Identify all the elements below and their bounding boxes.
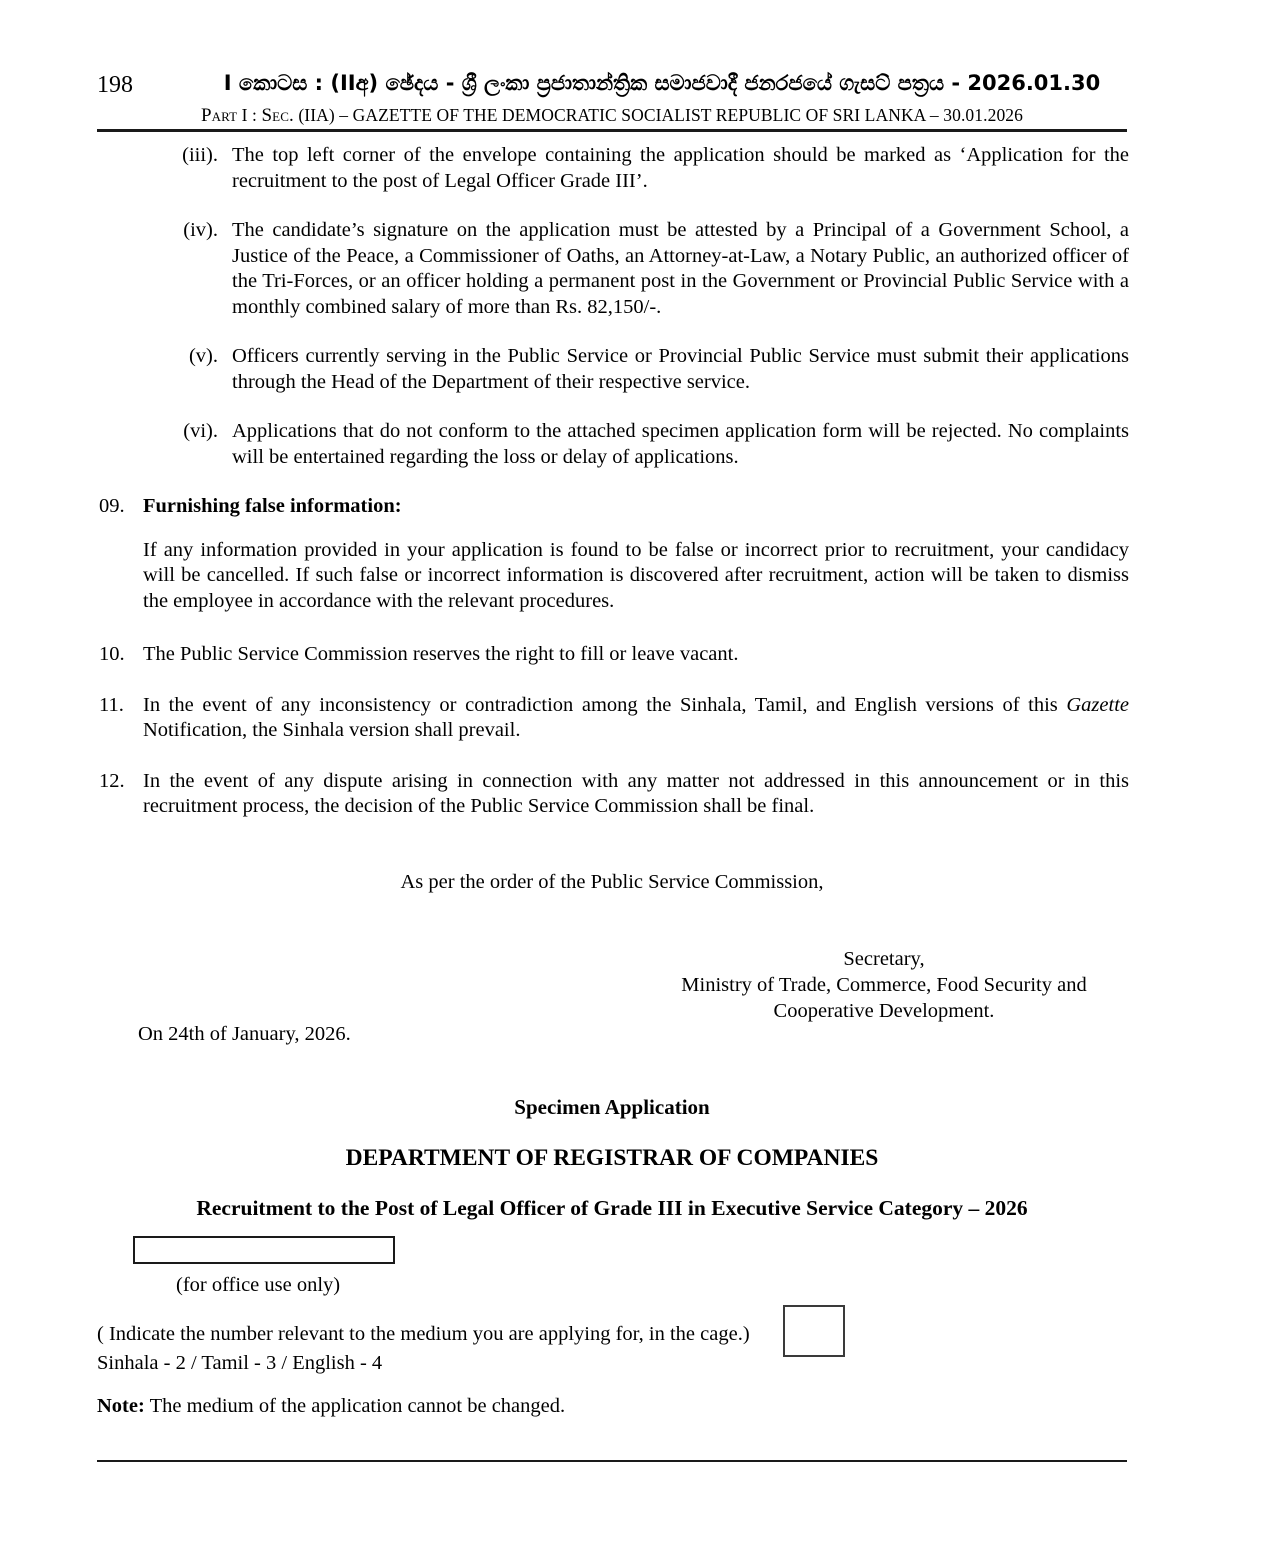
masthead-sinhala-title: I කොටස : (IIඅ) ඡේදය - ශ්‍රී ලංකා ප්‍රජාතාන්ත්‍රික සමාජවාදී ජනරජයේ ගැසට් පත්‍රය - 2026.01.30 bbox=[223, 71, 1101, 95]
signature-block bbox=[643, 946, 1125, 1024]
clause-10 bbox=[97, 642, 1129, 668]
footer-divider-rule bbox=[97, 1460, 1127, 1462]
list-item bbox=[97, 218, 1129, 320]
list-item bbox=[97, 143, 1129, 194]
page-number: 198 bbox=[97, 72, 133, 98]
clause-marker: 12. bbox=[99, 769, 125, 792]
note-text: The medium of the application cannot be changed. bbox=[144, 1395, 566, 1417]
clause-marker: 09. bbox=[99, 495, 125, 517]
medium-instruction-text: ( Indicate the number relevant to the medium you are applying for, in the cage.) bbox=[97, 1323, 750, 1345]
order-statement: As per the order of the Public Service Commission, bbox=[400, 871, 824, 893]
clause-11 bbox=[97, 693, 1129, 744]
clause-marker: 10. bbox=[99, 643, 125, 665]
medium-instruction-block bbox=[97, 1320, 777, 1378]
header-divider-rule bbox=[97, 129, 1127, 132]
office-use-box[interactable] bbox=[133, 1236, 395, 1264]
roman-item-text: Officers currently serving in the Public Service or Provincial Public Service must submit their applications through the Head of the Department of their respective service. bbox=[232, 345, 1129, 393]
clause-12 bbox=[97, 769, 1129, 820]
clause-09-body: If any information provided in your application is found to be false or incorrect prior to recruitment, your candidacy will be cancelled. If such false or incorrect information is discovered after recruitment, action will be taken to dismiss the employee in accordance with the relevant procedures. bbox=[143, 538, 1129, 612]
masthead-part-label: Part bbox=[200, 105, 238, 126]
roman-marker: (v). bbox=[188, 345, 218, 367]
roman-marker: (iv). bbox=[183, 219, 218, 241]
medium-cage-box[interactable] bbox=[783, 1305, 845, 1357]
clause-09-heading bbox=[97, 494, 1129, 520]
specimen-department-title: DEPARTMENT OF REGISTRAR OF COMPANIES bbox=[345, 1145, 879, 1171]
signature-ministry-line-2: Cooperative Development. bbox=[773, 1000, 995, 1022]
list-item bbox=[97, 419, 1129, 470]
clause-marker: 11. bbox=[99, 693, 124, 716]
medium-note bbox=[97, 1393, 565, 1419]
clause-italic-word: Gazette bbox=[1066, 693, 1129, 716]
clause-text: In the event of any dispute arising in connection with any matter not addressed in this announcement or in this recruitment process, the decision of the Public Service Commission shall be final. bbox=[143, 769, 1129, 817]
roman-item-text: The top left corner of the envelope containing the application should be marked as ‘Application for the recruitment to the post of Legal Officer Grade III’. bbox=[232, 144, 1129, 192]
roman-marker: (iii). bbox=[182, 144, 218, 166]
roman-item-text: The candidate’s signature on the application must be attested by a Principal of a Government School, a Justice of the Peace, a Commissioner of Oaths, an Attorney-at-Law, a Notary Public, an authorized officer of the Tri-Forces, or an officer holding a permanent post in the Government or Provincial Public Service with a monthly combined salary of more than Rs. 82,150/-. bbox=[232, 219, 1129, 318]
clause-text-before: In the event of any inconsistency or contradiction among the Sinhala, Tamil, and English versions of this bbox=[143, 693, 1067, 716]
roman-marker: (vi). bbox=[183, 420, 218, 442]
signature-role: Secretary, bbox=[843, 948, 925, 970]
masthead-sec-label: Sec. bbox=[261, 105, 294, 126]
document-body bbox=[97, 143, 1129, 845]
masthead-gazette-text: (IIA) – GAZETTE OF THE DEMOCRATIC SOCIALIST REPUBLIC OF SRI LANKA – 30.01.2026 bbox=[298, 105, 1024, 125]
note-label: Note: bbox=[97, 1395, 145, 1417]
signature-date: On 24th of January, 2026. bbox=[138, 1023, 351, 1045]
medium-options-text: Sinhala - 2 / Tamil - 3 / English - 4 bbox=[97, 1352, 383, 1374]
signature-ministry-line-1: Ministry of Trade, Commerce, Food Security and bbox=[681, 974, 1087, 996]
office-use-caption: (for office use only) bbox=[176, 1274, 341, 1296]
list-item bbox=[97, 344, 1129, 395]
roman-item-text: Applications that do not conform to the attached specimen application form will be rejected. No complaints will be entertained regarding the loss or delay of applications. bbox=[232, 420, 1129, 468]
masthead-english-title bbox=[97, 104, 1127, 127]
clause-heading-text: Furnishing false information: bbox=[143, 495, 402, 517]
specimen-post-title: Recruitment to the Post of Legal Officer of Grade III in Executive Service Category – 2026 bbox=[196, 1196, 1028, 1220]
page-masthead bbox=[97, 68, 1127, 127]
specimen-application-title: Specimen Application bbox=[514, 1095, 710, 1119]
clause-text-after: Notification, the Sinhala version shall prevail. bbox=[143, 719, 521, 741]
masthead-row bbox=[97, 68, 1127, 102]
masthead-part-number: I : bbox=[241, 105, 258, 125]
clause-text: The Public Service Commission reserves the right to fill or leave vacant. bbox=[143, 643, 739, 665]
